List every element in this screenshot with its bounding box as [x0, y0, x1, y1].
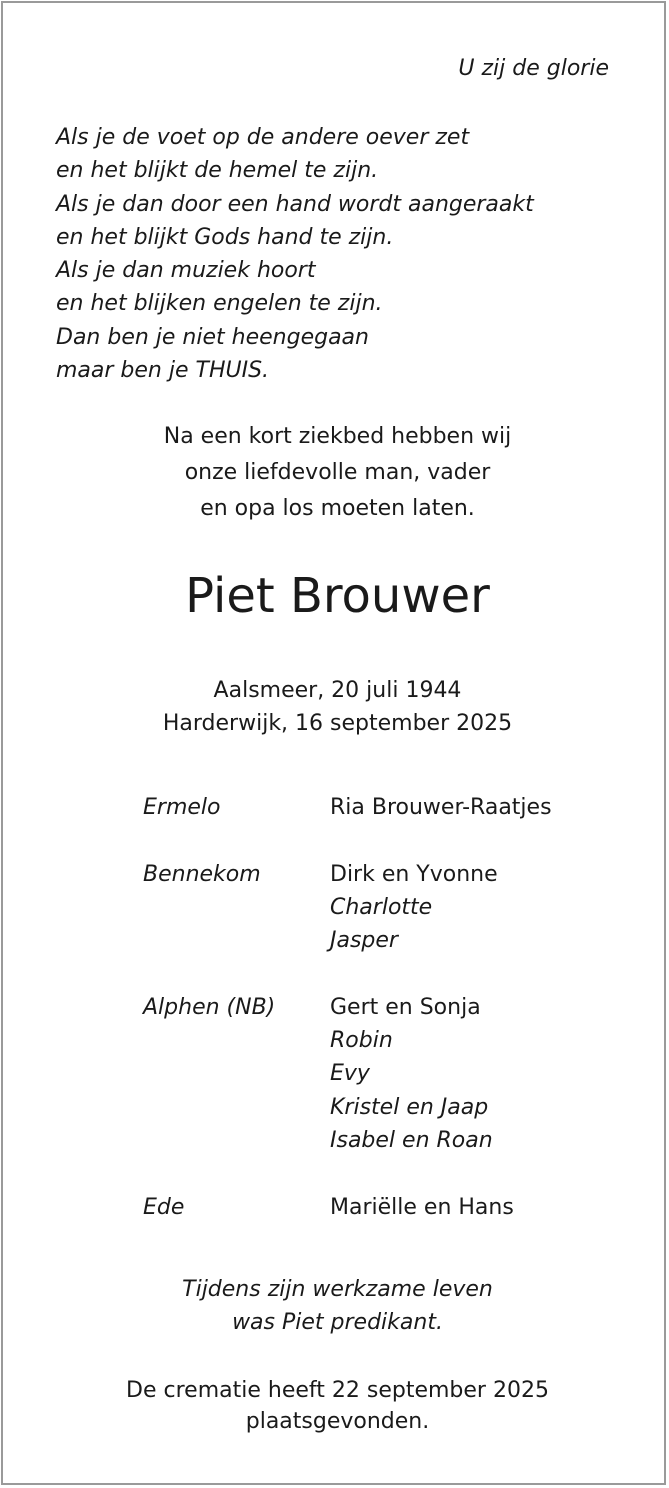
poem-line: maar ben je THUIS.	[56, 358, 270, 384]
family-members	[330, 858, 498, 958]
grandchild: Charlotte	[330, 894, 433, 920]
cremation-line: De crematie heeft 22 september 2025	[126, 1378, 549, 1403]
deceased-name: Piet Brouwer	[185, 568, 490, 624]
grandchild: Jasper	[330, 928, 398, 954]
life-dates	[3, 674, 669, 740]
poem	[56, 121, 534, 387]
career-note	[3, 1273, 669, 1339]
family-place: Alphen (NB)	[143, 994, 276, 1020]
motto: U zij de glorie	[458, 56, 609, 81]
poem-line: Als je dan muziek hoort	[56, 258, 316, 284]
family-place: Bennekom	[143, 861, 261, 887]
family-members	[330, 791, 552, 824]
poem-line: Als je de voet op de andere oever zet	[56, 125, 470, 150]
family-group	[143, 991, 643, 1157]
family-member: Gert en Sonja	[330, 994, 481, 1020]
cremation-line: plaatsgevonden.	[245, 1409, 430, 1434]
family-group	[143, 1191, 643, 1224]
intro-text	[3, 419, 669, 527]
intro-line: onze liefdevolle man, vader	[184, 460, 491, 485]
family-members	[330, 991, 493, 1157]
family-place: Ede	[143, 1194, 185, 1220]
announcement-frame	[1, 1, 666, 1485]
grandchild: Evy	[330, 1061, 370, 1087]
birth-date: Aalsmeer, 20 juli 1944	[213, 678, 462, 703]
poem-line: Als je dan door een hand wordt aangeraakt	[56, 191, 534, 217]
poem-line: Dan ben je niet heengegaan	[56, 324, 369, 350]
death-date: Harderwijk, 16 september 2025	[162, 711, 513, 736]
intro-line: en opa los moeten laten.	[200, 496, 475, 521]
career-line: was Piet predikant.	[232, 1310, 443, 1335]
career-line: Tijdens zijn werkzame leven	[182, 1277, 493, 1302]
cremation-note	[3, 1375, 669, 1437]
family-group	[143, 791, 643, 824]
family-group	[143, 858, 643, 958]
poem-line: en het blijkt de hemel te zijn.	[56, 158, 379, 184]
grandchild: Kristel en Jaap	[330, 1094, 489, 1120]
grandchild: Robin	[330, 1028, 393, 1054]
family-members	[330, 1191, 514, 1224]
family-list	[143, 791, 643, 1257]
family-place: Ermelo	[143, 795, 221, 820]
poem-line: en het blijkt Gods hand te zijn.	[56, 224, 394, 250]
grandchild: Isabel en Roan	[330, 1127, 493, 1153]
family-member: Ria Brouwer-Raatjes	[330, 795, 552, 820]
intro-line: Na een kort ziekbed hebben wij	[163, 424, 512, 449]
family-member: Mariëlle en Hans	[330, 1194, 514, 1220]
family-member: Dirk en Yvonne	[330, 861, 498, 887]
poem-line: en het blijken engelen te zijn.	[56, 291, 383, 317]
